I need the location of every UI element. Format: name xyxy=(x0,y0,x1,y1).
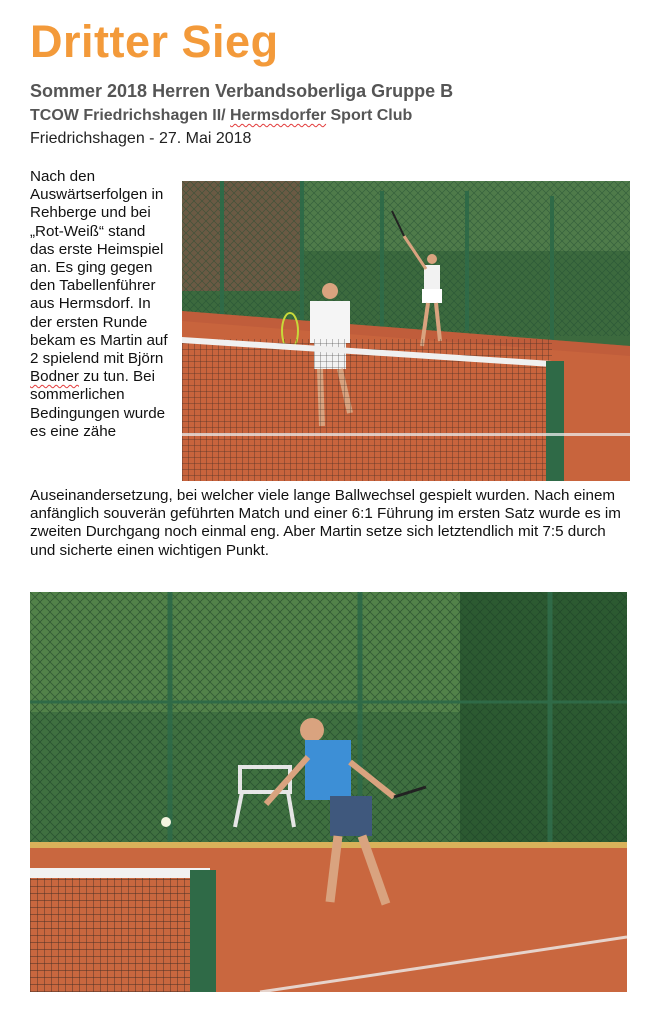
tennis-singles-photo xyxy=(30,592,627,992)
page-title: Dritter Sieg xyxy=(30,16,279,67)
article-body xyxy=(30,168,630,560)
match-teams xyxy=(30,106,412,126)
spellcheck-name: Bodner xyxy=(30,368,79,386)
article-text: Nach den Auswärtserfolgen in Rehberge und bei „Rot-Weiß“ stand das erste Heimspiel an. Es ging gegen den Tabellenführer aus Hermsdorf. In der ersten Runde bekam es Martin auf 2 spielend mit Björn Bodner zu tun. Bei sommerlichen Bedingungen wurde es eine zähe Auseinandersetzung, bei welcher viele lange Ballwechsel gespielt wurden. Nach einem anfänglich souverän geführten Match und einer 6:1 Führung im ersten Satz wurde es im zweiten Durchgang noch einmal eng. Aber Martin setze sich letztendlich mit 7:5 durch und sicherte einen wichtigen Punkt. xyxy=(30,168,621,559)
league-subtitle: Sommer 2018 Herren Verbandsoberliga Gruppe B xyxy=(30,81,454,101)
dateline: Friedrichshagen - 27. Mai 2018 xyxy=(30,130,252,147)
spellcheck-word: Hermsdorfer xyxy=(230,107,327,124)
home-team: TCOW Friedrichshagen II/ xyxy=(30,107,231,124)
away-team-rest: Sport Club xyxy=(326,107,413,124)
tennis-doubles-photo xyxy=(182,181,630,481)
